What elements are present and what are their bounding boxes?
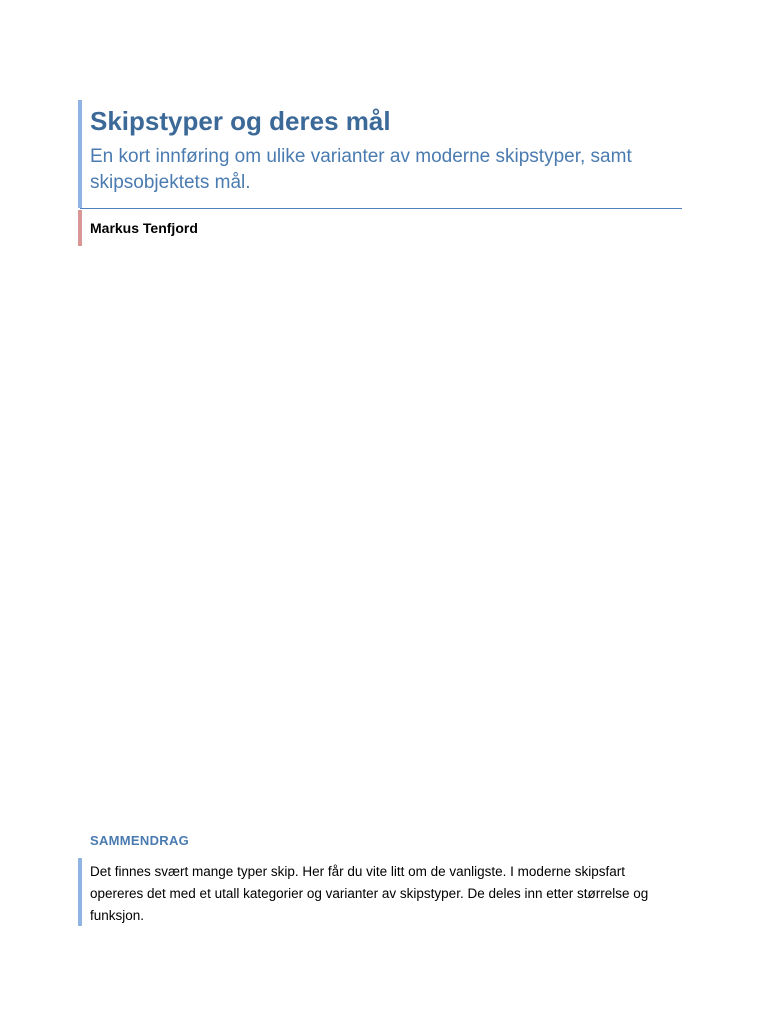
abstract-heading: SAMMENDRAG xyxy=(90,833,190,848)
abstract-block xyxy=(78,858,682,926)
title-block xyxy=(78,100,682,208)
abstract-text: Det finnes svært mange typer skip. Her får du vite litt om de vanligste. I moderne skipsfart opereres det med et utall kategorier og varianter av skipstyper. De deles inn etter størrelse og funksjon. xyxy=(90,864,649,923)
author-block xyxy=(78,210,478,246)
author-name: Markus Tenfjord xyxy=(90,220,198,236)
author-accent-bar xyxy=(78,210,82,246)
document-title: Skipstyper og deres mål xyxy=(90,106,391,136)
title-accent-bar xyxy=(78,100,82,208)
abstract-accent-bar xyxy=(78,858,82,926)
document-subtitle: En kort innføring om ulike varianter av moderne skipstyper, samt skipsobjektets mål. xyxy=(90,146,632,193)
title-divider xyxy=(80,208,682,209)
